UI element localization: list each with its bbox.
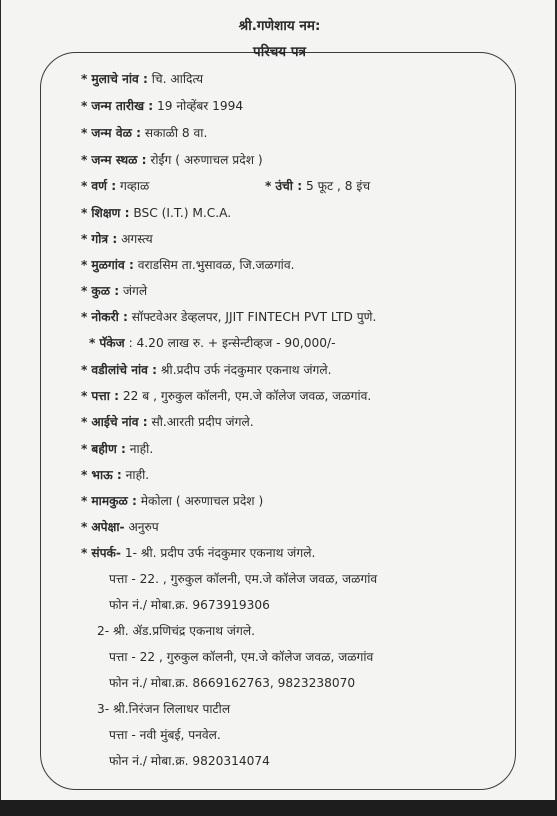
invocation-heading: श्री.गणेशाय नम: bbox=[238, 18, 321, 34]
field-dob bbox=[81, 97, 243, 114]
bullet-star: * bbox=[81, 363, 88, 377]
field-mother bbox=[81, 413, 254, 430]
field-value: सौ.आरती प्रदीप जंगले. bbox=[151, 415, 254, 429]
field-label: पत्ता : bbox=[91, 389, 119, 403]
contact-person-1-name: 1- श्री. प्रदीप उर्फ नंदकुमार एकनाथ जंगले. bbox=[124, 546, 316, 560]
field-value: जंगले bbox=[123, 284, 148, 298]
field-label: उंची : bbox=[275, 179, 303, 193]
field-package bbox=[89, 334, 336, 351]
bullet-star: * bbox=[81, 546, 88, 560]
field-kul bbox=[81, 282, 147, 299]
field-job bbox=[81, 308, 376, 325]
field-value: अनुरुप bbox=[128, 520, 159, 534]
bullet-star: * bbox=[81, 99, 88, 113]
contact-person-2-phone: फोन नं./ मोबा.क्र. 8669162763, 9823238070 bbox=[109, 676, 356, 690]
bullet-star: * bbox=[81, 310, 88, 324]
field-value: 5 फूट , 8 इंच bbox=[305, 179, 371, 193]
field-label: अपेक्षा- bbox=[91, 520, 125, 534]
field-label: शिक्षण : bbox=[91, 206, 130, 220]
field-father bbox=[81, 361, 332, 378]
field-label: नोकरी : bbox=[91, 310, 128, 324]
contact-person-2-address: पत्ता - 22 , गुरुकुल कॉलनी, एम.जे कॉलेज जवळ, जळगांव bbox=[109, 650, 374, 664]
field-birth-time bbox=[81, 124, 207, 141]
field-value: श्री.प्रदीप उर्फ नंदकुमार एकनाथ जंगले. bbox=[160, 363, 332, 377]
document-title: परिचय पत्र bbox=[253, 44, 306, 60]
field-education bbox=[81, 204, 231, 221]
field-label: जन्म वेळ : bbox=[91, 126, 141, 140]
bullet-star: * bbox=[81, 389, 88, 403]
field-height bbox=[265, 177, 370, 194]
field-label: वडीलांचे नांव : bbox=[91, 363, 158, 377]
contact-person-3-address: पत्ता - नवी मुंबई, पनवेल. bbox=[109, 728, 221, 742]
field-maternal bbox=[81, 492, 263, 509]
contact-person-2-name: 2- श्री. ॲड.प्रणिचंद्र एकनाथ जंगले. bbox=[97, 624, 255, 638]
contact-label: संपर्क- bbox=[91, 546, 121, 560]
field-label: पॅकेज bbox=[99, 336, 125, 350]
field-name bbox=[81, 70, 203, 87]
field-label: मुलाचे नांव : bbox=[91, 72, 148, 86]
field-label: गोत्र : bbox=[91, 232, 118, 246]
field-sister bbox=[81, 440, 153, 457]
field-complexion bbox=[81, 177, 149, 194]
bullet-star: * bbox=[81, 468, 88, 482]
field-gotra bbox=[81, 230, 153, 247]
field-value: : 4.20 लाख रु. + इन्सेन्टीव्हज - 90,000/- bbox=[128, 336, 336, 350]
bullet-star: * bbox=[81, 284, 88, 298]
scan-bottom-edge bbox=[0, 800, 557, 816]
contact-heading bbox=[81, 544, 315, 561]
bullet-star: * bbox=[81, 232, 88, 246]
bullet-star: * bbox=[81, 494, 88, 508]
field-native-place bbox=[81, 256, 295, 273]
bullet-star: * bbox=[81, 153, 88, 167]
field-label: आईचे नांव : bbox=[91, 415, 148, 429]
field-value: मेकोला ( अरुणाचल प्रदेश ) bbox=[140, 494, 264, 508]
bullet-star: * bbox=[81, 520, 88, 534]
document-page bbox=[1, 0, 555, 800]
bullet-star: * bbox=[81, 126, 88, 140]
contact-person-1-address: पत्ता - 22. , गुरुकुल कॉलनी, एम.जे कॉलेज जवळ, जळगांव bbox=[109, 572, 378, 586]
field-value: सॉफ्टवेअर डेव्हलपर, JJIT FINTECH PVT LTD पुणे. bbox=[131, 310, 377, 324]
bullet-star: * bbox=[265, 179, 272, 193]
field-address bbox=[81, 387, 371, 404]
bullet-star: * bbox=[81, 442, 88, 456]
field-value: BSC (I.T.) M.C.A. bbox=[133, 206, 232, 220]
bullet-star: * bbox=[81, 179, 88, 193]
bullet-star: * bbox=[81, 258, 88, 272]
field-value: नाही. bbox=[125, 468, 150, 482]
bullet-star: * bbox=[81, 206, 88, 220]
field-value: रोईंग ( अरुणाचल प्रदेश ) bbox=[150, 153, 263, 167]
field-value: 19 नोव्हेंबर 1994 bbox=[157, 99, 244, 113]
field-label: जन्म तारीख : bbox=[91, 99, 154, 113]
field-value: नाही. bbox=[129, 442, 154, 456]
field-value: गव्हाळ bbox=[119, 179, 150, 193]
field-value: अगस्त्य bbox=[121, 232, 153, 246]
field-value: 22 ब , गुरुकुल कॉलनी, एम.जे कॉलेज जवळ, जळगांव. bbox=[122, 389, 372, 403]
field-value: वराडसिम ता.भुसावळ, जि.जळगांव. bbox=[137, 258, 295, 272]
bullet-star: * bbox=[81, 415, 88, 429]
bullet-star: * bbox=[81, 72, 88, 86]
field-label: जन्म स्थळ : bbox=[91, 153, 147, 167]
field-label: बहीण : bbox=[91, 442, 126, 456]
field-label: मामकुळ : bbox=[91, 494, 137, 508]
contact-person-1-phone: फोन नं./ मोबा.क्र. 9673919306 bbox=[109, 598, 270, 612]
contact-person-3-name: 3- श्री.निरंजन लिलाधर पाटील bbox=[97, 702, 231, 716]
field-label: वर्ण : bbox=[91, 179, 117, 193]
field-value: चि. आदित्य bbox=[151, 72, 204, 86]
field-label: मुळगांव : bbox=[91, 258, 134, 272]
field-label: कुळ : bbox=[91, 284, 120, 298]
bullet-star: * bbox=[89, 336, 96, 350]
field-label: भाऊ : bbox=[91, 468, 122, 482]
field-expectation bbox=[81, 518, 159, 535]
field-birth-place bbox=[81, 151, 263, 168]
field-value: सकाळी 8 वा. bbox=[144, 126, 208, 140]
contact-person-3-phone: फोन नं./ मोबा.क्र. 9820314074 bbox=[109, 754, 270, 768]
field-brother bbox=[81, 466, 149, 483]
